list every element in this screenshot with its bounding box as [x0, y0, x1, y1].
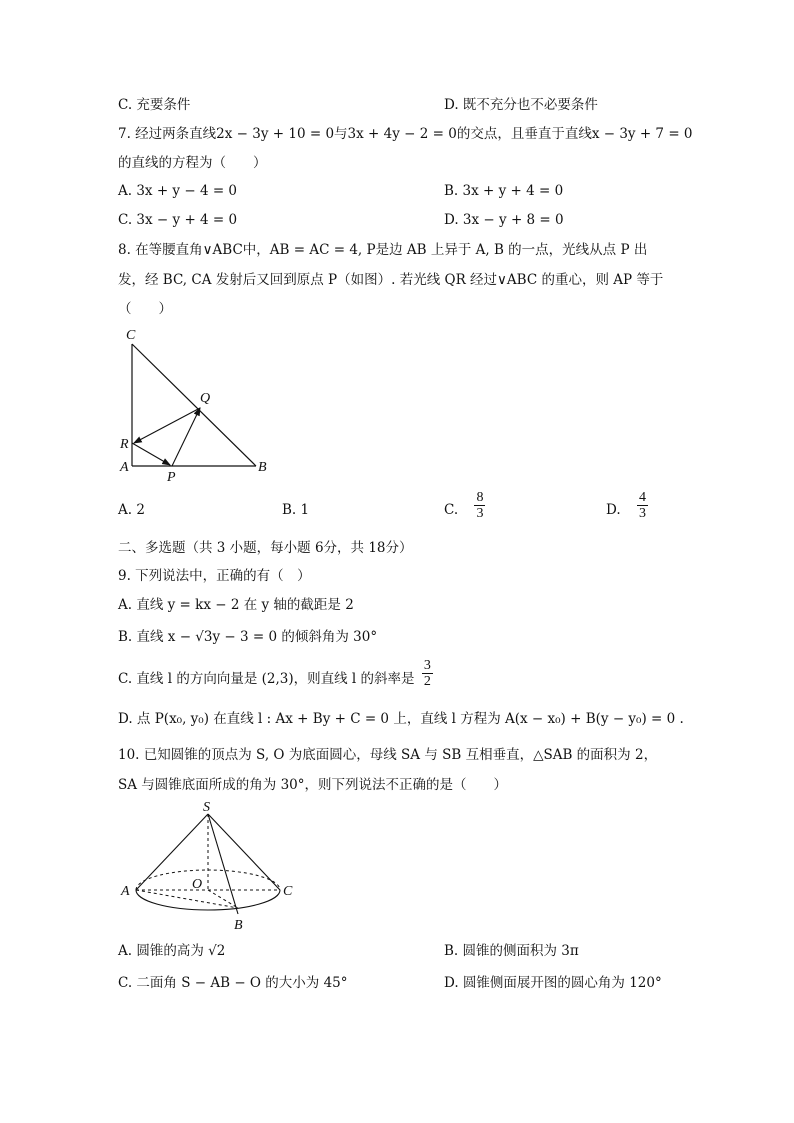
base-front-arc — [136, 890, 280, 910]
q6-option-c: C. 充要条件 — [118, 97, 191, 113]
q8-option-c — [444, 490, 485, 521]
ray-rp — [132, 443, 170, 465]
q9-option-c — [118, 658, 433, 689]
label-q: Q — [200, 391, 211, 406]
q10-stem-line1: 10. 已知圆锥的顶点为 S, O 为底面圆心，母线 SA 与 SB 互相垂直，△SAB 的面积为 2， — [118, 747, 658, 763]
q7-stem-line1: 7. 经过两条直线2x − 3y + 10 = 0与3x + 4y − 2 = 0的交点，且垂直于直线x − 3y + 7 = 0 — [118, 126, 693, 142]
q10-option-b: B. 圆锥的侧面积为 3π — [444, 943, 579, 959]
generatrix-sc — [208, 814, 280, 890]
cone-figure — [112, 798, 302, 933]
label-c: C — [283, 884, 293, 899]
label-p: P — [167, 470, 176, 485]
side-bc — [132, 344, 256, 466]
q7-option-b: B. 3x + y + 4 = 0 — [444, 183, 564, 199]
q10-option-d: D. 圆锥侧面展开图的圆心角为 120° — [444, 975, 662, 991]
q9-option-d: D. 点 P(x₀, y₀) 在直线 l : Ax + By + C = 0 上，直线 l 方程为 A(x − x₀) + B(y − y₀) = 0 . — [118, 711, 684, 727]
q8-option-a: A. 2 — [118, 502, 145, 518]
q9-option-c-fraction — [422, 658, 433, 689]
label-b: B — [234, 918, 243, 933]
q9-option-c-text: C. 直线 l 的方向向量是 (2,3)，则直线 l 的斜率是 — [118, 671, 415, 687]
q6-option-d: D. 既不充分也不必要条件 — [444, 97, 598, 113]
fraction-denominator: 2 — [423, 674, 431, 689]
q10-stem-line2: SA 与圆锥底面所成的角为 30°，则下列说法不正确的是（ ） — [118, 777, 508, 793]
label-c: C — [126, 328, 136, 343]
q8-option-d-label: D. — [606, 502, 621, 518]
ray-pq — [172, 408, 200, 466]
q7-stem-line2: 的直线的方程为（ ） — [118, 155, 267, 171]
label-a: A — [121, 884, 130, 899]
q9-option-a: A. 直线 y = kx − 2 在 y 轴的截距是 2 — [118, 597, 354, 613]
q7-option-a: A. 3x + y − 4 = 0 — [118, 183, 238, 199]
q8-option-d-fraction — [637, 490, 648, 521]
triangle-figure — [110, 322, 290, 487]
ray-qr — [134, 408, 200, 443]
fraction-numerator: 4 — [638, 490, 646, 505]
q8-stem-line2: 发，经 BC, CA 发射后又回到原点 P（如图）. 若光线 QR 经过∨ABC 的重心，则 AP 等于 — [118, 272, 664, 288]
q10-option-a: A. 圆锥的高为 √2 — [118, 943, 226, 959]
fraction-denominator: 3 — [638, 506, 646, 521]
label-r: R — [120, 437, 129, 452]
fraction-numerator: 8 — [476, 490, 484, 505]
fraction-numerator: 3 — [423, 658, 431, 673]
q7-option-d: D. 3x − y + 8 = 0 — [444, 212, 564, 228]
q8-stem-line1: 8. 在等腰直角∨ABC中，AB = AC = 4, P是边 AB 上异于 A, B 的一点，光线从点 P 出 — [118, 242, 648, 258]
q8-option-c-fraction — [474, 490, 485, 521]
q9-stem: 9. 下列说法中，正确的有（ ） — [118, 568, 311, 584]
fraction-denominator: 3 — [476, 506, 484, 521]
label-b: B — [258, 460, 267, 475]
chord-ab — [136, 890, 238, 908]
q8-stem-line3: （ ） — [118, 301, 172, 317]
q7-option-c: C. 3x − y + 4 = 0 — [118, 212, 238, 228]
q9-option-b: B. 直线 x − √3y − 3 = 0 的倾斜角为 30° — [118, 629, 378, 645]
q8-option-d — [606, 490, 648, 521]
generatrix-sb — [208, 814, 238, 914]
q8-option-b: B. 1 — [282, 502, 310, 518]
label-o: O — [192, 877, 203, 892]
section-heading: 二、多选题（共 3 小题，每小题 6分，共 18分） — [118, 540, 413, 556]
q8-option-c-label: C. — [444, 502, 459, 518]
q10-option-c: C. 二面角 S − AB − O 的大小为 45° — [118, 975, 348, 991]
label-s: S — [203, 800, 210, 815]
label-a: A — [120, 460, 129, 475]
